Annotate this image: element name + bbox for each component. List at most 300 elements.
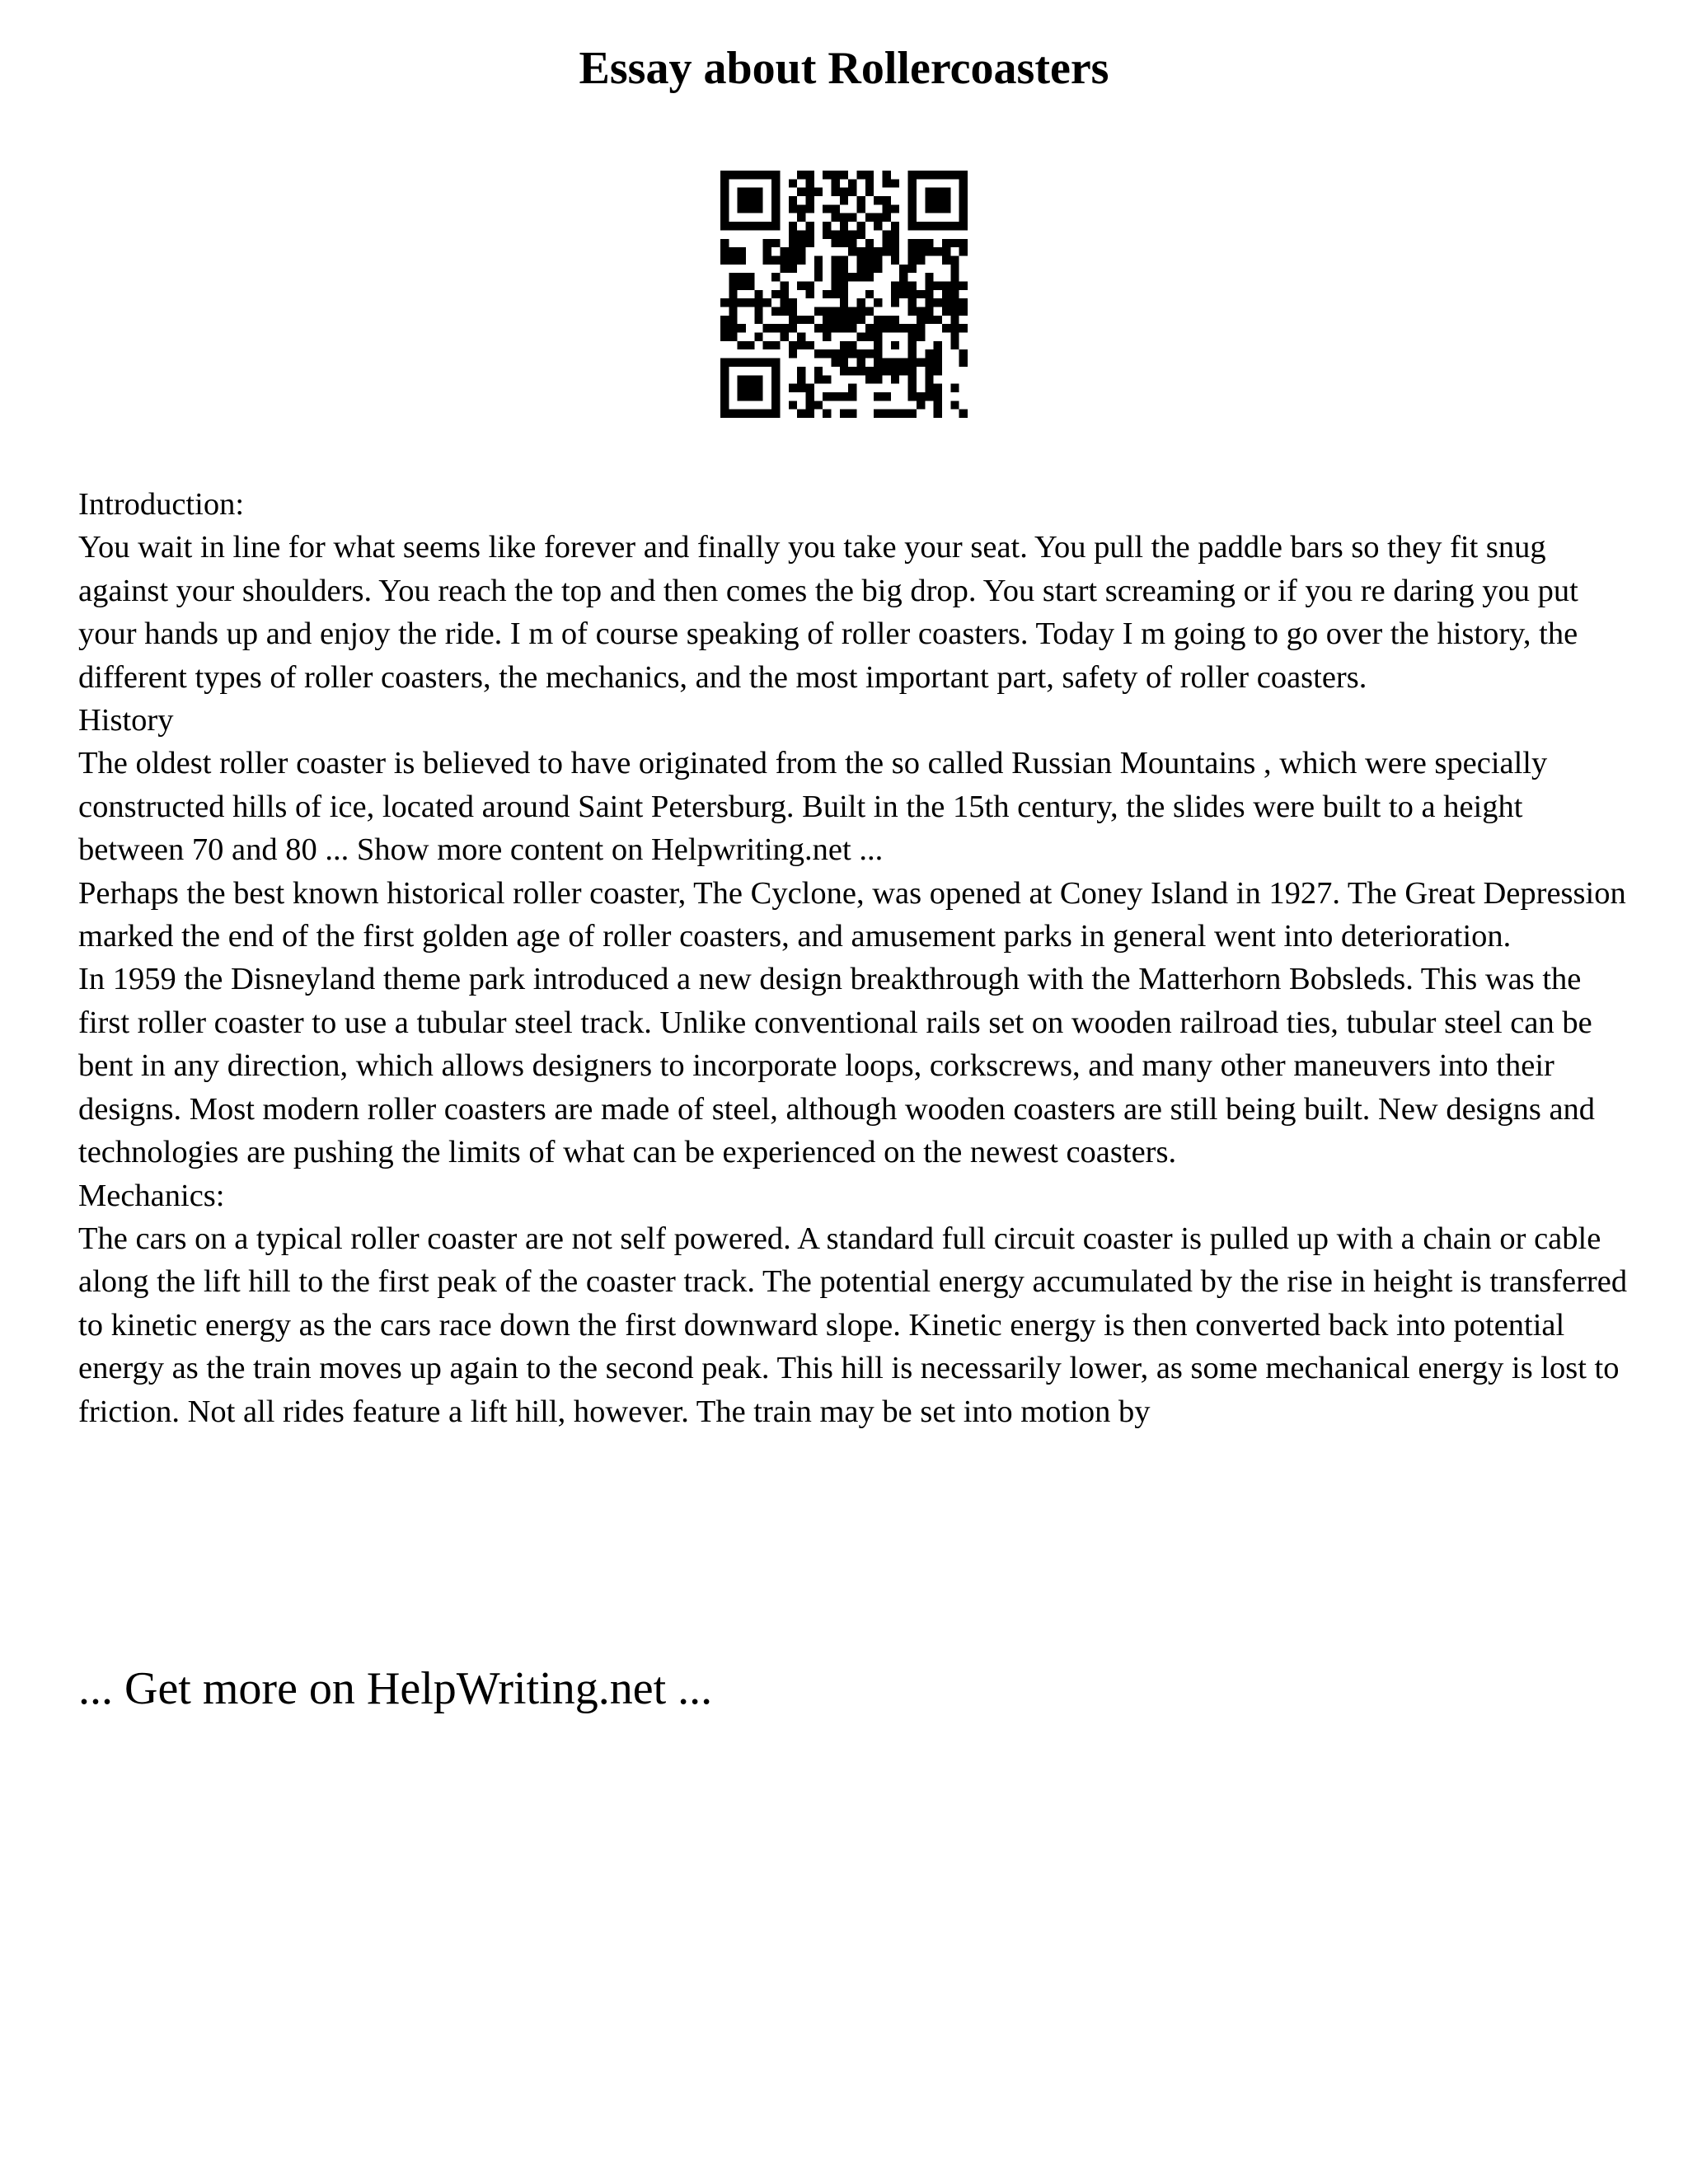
qr-module	[729, 171, 737, 179]
qr-module	[789, 307, 797, 316]
qr-module	[771, 222, 780, 230]
qr-module	[720, 375, 729, 383]
qr-module	[857, 359, 865, 367]
qr-module	[891, 247, 899, 255]
qr-module	[746, 171, 754, 179]
qr-module	[934, 188, 942, 196]
qr-module	[720, 179, 729, 187]
qr-module	[797, 410, 805, 418]
paragraph-introduction: You wait in line for what seems like forever and finally you take your seat. You pull the paddle bars so they fit snug against your shoulders. You reach the top and then comes the big drop. You start screaming or if you re daring you put your hands up and enjoy the ride. I m of course speaking of roller coasters. Today I m going to go over the history, the different types of roller coasters, the mechanics, and the most important part, safety of roller coasters.	[78, 530, 1578, 695]
qr-module	[883, 247, 891, 255]
qr-module	[891, 316, 899, 324]
qr-module	[865, 367, 874, 375]
qr-module	[942, 281, 950, 289]
qr-module	[917, 239, 925, 247]
qr-module	[925, 204, 933, 213]
qr-module	[831, 188, 839, 196]
qr-module	[729, 359, 737, 367]
qr-module	[865, 273, 874, 281]
qr-module	[908, 392, 917, 401]
qr-module	[720, 333, 729, 341]
qr-module	[831, 349, 839, 358]
qr-module	[771, 213, 780, 222]
paragraph-history-cyclone: Perhaps the best known historical roller coaster, The Cyclone, was opened at Coney Island in 1927. The Great Depression marked the end of the first golden age of roller coasters, and amusement parks in general went into deterioration.	[78, 875, 1626, 954]
qr-code-graphic	[720, 171, 968, 418]
qr-module	[831, 307, 839, 316]
qr-module	[805, 239, 814, 247]
qr-module	[883, 213, 891, 222]
qr-module	[848, 188, 856, 196]
qr-module	[771, 401, 780, 409]
qr-module	[934, 410, 942, 418]
qr-module	[908, 204, 917, 213]
qr-module	[797, 188, 805, 196]
qr-module	[848, 239, 856, 247]
qr-module	[857, 307, 865, 316]
qr-module	[848, 273, 856, 281]
qr-module	[908, 213, 917, 222]
qr-module	[934, 222, 942, 230]
qr-module	[899, 367, 907, 375]
qr-module	[950, 384, 959, 392]
qr-module	[789, 298, 797, 307]
qr-module	[789, 239, 797, 247]
qr-module	[865, 349, 874, 358]
qr-module	[950, 171, 959, 179]
qr-module	[934, 349, 942, 358]
qr-module	[874, 316, 882, 324]
qr-module	[908, 359, 917, 367]
qr-module	[857, 316, 865, 324]
qr-module	[754, 298, 762, 307]
qr-module	[942, 290, 950, 298]
qr-module	[883, 324, 891, 332]
qr-module	[797, 247, 805, 255]
qr-module	[720, 247, 729, 255]
qr-module	[840, 367, 848, 375]
paragraph-mechanics: The cars on a typical roller coaster are not self powered. A standard full circuit coaster is pulled up with a chain or cable along the lift hill to the first peak of the coaster track. The potential energy accumulated by the rise in height is transferred to kinetic energy as the cars race down the first downward slope. Kinetic energy is then converted back into potential energy as the train moves up again to the second peak. This hill is necessarily lower, as some mechanical energy is lost to friction. Not all rides feature a lift hill, however. The train may be set into motion by	[78, 1221, 1628, 1429]
qr-module	[729, 255, 737, 264]
qr-module	[831, 239, 839, 247]
qr-module	[789, 222, 797, 230]
qr-module	[729, 410, 737, 418]
qr-module	[754, 392, 762, 401]
qr-module	[883, 196, 891, 204]
qr-module	[746, 298, 754, 307]
qr-module	[950, 316, 959, 324]
qr-module	[805, 316, 814, 324]
qr-module	[959, 196, 968, 204]
qr-module	[917, 324, 925, 332]
qr-module	[738, 188, 746, 196]
qr-module	[874, 324, 882, 332]
qr-module	[950, 290, 959, 298]
qr-module	[789, 196, 797, 204]
qr-module	[925, 273, 933, 281]
qr-module	[942, 324, 950, 332]
qr-module	[763, 324, 771, 332]
qr-module	[754, 171, 762, 179]
qr-module	[823, 392, 831, 401]
qr-module	[865, 290, 874, 298]
qr-module	[738, 204, 746, 213]
qr-module	[934, 341, 942, 349]
qr-module	[754, 222, 762, 230]
qr-module	[823, 204, 831, 213]
qr-module	[908, 239, 917, 247]
qr-module	[908, 324, 917, 332]
qr-module	[780, 247, 788, 255]
qr-module	[797, 281, 805, 289]
qr-module	[934, 204, 942, 213]
section-heading-history: History	[78, 703, 174, 738]
qr-module	[729, 324, 737, 332]
qr-module	[746, 196, 754, 204]
qr-module	[738, 255, 746, 264]
get-more-link[interactable]: ... Get more on HelpWriting.net ...	[78, 1663, 713, 1714]
qr-module	[865, 255, 874, 264]
qr-module	[942, 298, 950, 307]
qr-module	[840, 290, 848, 298]
qr-module	[780, 307, 788, 316]
qr-module	[891, 410, 899, 418]
qr-module	[823, 307, 831, 316]
qr-module	[883, 392, 891, 401]
qr-module	[908, 298, 917, 307]
qr-module	[771, 367, 780, 375]
qr-module	[831, 281, 839, 289]
qr-module	[763, 171, 771, 179]
qr-module	[908, 247, 917, 255]
qr-module	[874, 359, 882, 367]
qr-module	[925, 298, 933, 307]
qr-module	[891, 239, 899, 247]
qr-module	[823, 375, 831, 383]
qr-module	[883, 204, 891, 213]
qr-module	[797, 367, 805, 375]
qr-module	[840, 298, 848, 307]
qr-module	[720, 239, 729, 247]
qr-module	[738, 392, 746, 401]
qr-module	[771, 341, 780, 349]
paragraph-history-disneyland: In 1959 the Disneyland theme park introduced a new design breakthrough with the Matterhorn Bobsleds. This was the first roller coaster to use a tubular steel track. Unlike conventional rails set on wooden railroad ties, tubular steel can be bent in any direction, which allows designers to incorporate loops, corkscrews, and many other maneuvers into their designs. Most modern roller coasters are made of steel, although wooden coasters are still being built. New designs and technologies are pushing the limits of what can be experienced on the newest coasters.	[78, 962, 1596, 1170]
qr-module	[891, 359, 899, 367]
qr-module	[840, 265, 848, 273]
qr-module	[934, 196, 942, 204]
qr-module	[917, 222, 925, 230]
qr-module	[840, 349, 848, 358]
qr-module	[823, 171, 831, 179]
qr-module	[917, 333, 925, 341]
qr-module	[771, 188, 780, 196]
qr-module	[848, 213, 856, 222]
qr-module	[738, 196, 746, 204]
qr-module	[797, 255, 805, 264]
qr-module	[720, 316, 729, 324]
qr-module	[848, 392, 856, 401]
qr-module	[925, 367, 933, 375]
qr-module	[814, 367, 823, 375]
qr-module	[814, 375, 823, 383]
qr-module	[763, 341, 771, 349]
qr-module	[823, 222, 831, 230]
qr-module	[805, 179, 814, 187]
qr-module	[874, 375, 882, 383]
qr-module	[925, 392, 933, 401]
qr-module	[771, 239, 780, 247]
qr-module	[823, 290, 831, 298]
qr-module	[797, 375, 805, 383]
qr-module	[771, 307, 780, 316]
qr-module	[814, 265, 823, 273]
qr-module	[899, 281, 907, 289]
qr-module	[797, 384, 805, 392]
qr-module	[917, 307, 925, 316]
qr-module	[942, 171, 950, 179]
qr-module	[959, 298, 968, 307]
qr-module	[831, 255, 839, 264]
qr-module	[797, 213, 805, 222]
qr-module	[831, 290, 839, 298]
qr-module	[857, 230, 865, 238]
qr-module	[746, 273, 754, 281]
qr-module	[950, 239, 959, 247]
qr-module	[883, 410, 891, 418]
qr-module	[917, 290, 925, 298]
qr-module	[848, 410, 856, 418]
qr-module	[857, 367, 865, 375]
qr-module	[908, 367, 917, 375]
qr-module	[865, 239, 874, 247]
qr-module	[934, 281, 942, 289]
qr-module	[942, 255, 950, 264]
qr-module	[805, 230, 814, 238]
qr-module	[959, 324, 968, 332]
qr-module	[729, 307, 737, 316]
qr-module	[754, 384, 762, 392]
qr-module	[738, 375, 746, 383]
qr-module	[789, 230, 797, 238]
qr-module	[789, 324, 797, 332]
qr-module	[908, 384, 917, 392]
qr-module	[823, 333, 831, 341]
qr-module	[805, 401, 814, 409]
qr-module	[729, 298, 737, 307]
qr-module	[891, 204, 899, 213]
qr-module	[720, 222, 729, 230]
qr-module	[746, 204, 754, 213]
qr-module	[950, 324, 959, 332]
qr-module	[814, 255, 823, 264]
qr-module	[857, 265, 865, 273]
qr-module	[874, 333, 882, 341]
qr-module	[771, 179, 780, 187]
qr-module	[917, 401, 925, 409]
qr-code-icon	[720, 171, 968, 418]
qr-module	[925, 247, 933, 255]
qr-module	[942, 196, 950, 204]
qr-module	[840, 359, 848, 367]
qr-module	[857, 247, 865, 255]
qr-module	[891, 222, 899, 230]
qr-module	[891, 290, 899, 298]
qr-module	[925, 171, 933, 179]
qr-module	[771, 359, 780, 367]
qr-module	[754, 307, 762, 316]
qr-module	[771, 375, 780, 383]
qr-module	[763, 222, 771, 230]
qr-module	[831, 273, 839, 281]
qr-module	[780, 265, 788, 273]
qr-module	[729, 316, 737, 324]
qr-module	[950, 255, 959, 264]
qr-module	[771, 392, 780, 401]
qr-module	[891, 179, 899, 187]
qr-module	[746, 222, 754, 230]
qr-module	[831, 230, 839, 238]
qr-module	[959, 171, 968, 179]
qr-module	[848, 247, 856, 255]
qr-module	[883, 367, 891, 375]
qr-module	[857, 222, 865, 230]
qr-module	[857, 349, 865, 358]
qr-module	[899, 273, 907, 281]
qr-module	[848, 230, 856, 238]
qr-module	[805, 290, 814, 298]
qr-module	[848, 179, 856, 187]
qr-module	[738, 410, 746, 418]
qr-module	[797, 316, 805, 324]
qr-module	[789, 349, 797, 358]
qr-module	[891, 298, 899, 307]
qr-module	[874, 367, 882, 375]
qr-module	[805, 204, 814, 213]
qr-module	[874, 265, 882, 273]
qr-module	[840, 255, 848, 264]
qr-module	[805, 410, 814, 418]
qr-module	[789, 401, 797, 409]
qr-module	[720, 384, 729, 392]
qr-module	[959, 188, 968, 196]
qr-module	[917, 171, 925, 179]
qr-module	[729, 273, 737, 281]
qr-module	[857, 255, 865, 264]
qr-module	[950, 333, 959, 341]
qr-module	[720, 324, 729, 332]
qr-module	[720, 359, 729, 367]
qr-module	[865, 213, 874, 222]
qr-module	[917, 392, 925, 401]
qr-module	[917, 316, 925, 324]
qr-module	[950, 341, 959, 349]
qr-module	[925, 375, 933, 383]
qr-module	[738, 298, 746, 307]
qr-module	[771, 410, 780, 418]
qr-module	[746, 392, 754, 401]
qr-module	[840, 230, 848, 238]
qr-module	[771, 171, 780, 179]
essay-body	[78, 483, 1628, 1433]
qr-module	[883, 171, 891, 179]
qr-module	[899, 410, 907, 418]
qr-module	[934, 359, 942, 367]
qr-module	[754, 290, 762, 298]
qr-module	[831, 171, 839, 179]
qr-module	[925, 196, 933, 204]
qr-module	[908, 333, 917, 341]
qr-module	[720, 367, 729, 375]
qr-module	[754, 204, 762, 213]
qr-module	[763, 410, 771, 418]
qr-module	[865, 171, 874, 179]
qr-module	[729, 290, 737, 298]
qr-module	[746, 188, 754, 196]
qr-module	[908, 188, 917, 196]
qr-module	[814, 349, 823, 358]
qr-module	[840, 307, 848, 316]
qr-module	[865, 247, 874, 255]
qr-module	[823, 316, 831, 324]
qr-module	[925, 239, 933, 247]
qr-module	[738, 273, 746, 281]
qr-module	[934, 401, 942, 409]
qr-module	[934, 247, 942, 255]
qr-module	[950, 222, 959, 230]
qr-module	[738, 359, 746, 367]
qr-module	[720, 255, 729, 264]
qr-module	[738, 341, 746, 349]
qr-module	[840, 392, 848, 401]
qr-module	[840, 341, 848, 349]
qr-module	[789, 265, 797, 273]
qr-module	[908, 265, 917, 273]
qr-module	[848, 349, 856, 358]
qr-module	[874, 298, 882, 307]
qr-module	[805, 188, 814, 196]
qr-module	[899, 324, 907, 332]
qr-module	[729, 222, 737, 230]
qr-module	[891, 367, 899, 375]
qr-module	[738, 384, 746, 392]
qr-module	[925, 222, 933, 230]
qr-module	[840, 273, 848, 281]
qr-module	[942, 204, 950, 213]
qr-module	[865, 188, 874, 196]
qr-module	[720, 196, 729, 204]
qr-module	[797, 230, 805, 238]
qr-module	[908, 196, 917, 204]
qr-module	[831, 359, 839, 367]
qr-module	[908, 255, 917, 264]
qr-module	[959, 359, 968, 367]
qr-module	[780, 281, 788, 289]
qr-module	[874, 247, 882, 255]
qr-module	[840, 281, 848, 289]
qr-module	[891, 255, 899, 264]
qr-module	[959, 410, 968, 418]
qr-module	[789, 247, 797, 255]
qr-module	[865, 265, 874, 273]
qr-module	[805, 171, 814, 179]
qr-module	[746, 341, 754, 349]
qr-module	[746, 359, 754, 367]
qr-module	[891, 341, 899, 349]
qr-module	[891, 324, 899, 332]
qr-module	[831, 179, 839, 187]
qr-module	[805, 341, 814, 349]
qr-module	[720, 171, 729, 179]
qr-module	[959, 247, 968, 255]
